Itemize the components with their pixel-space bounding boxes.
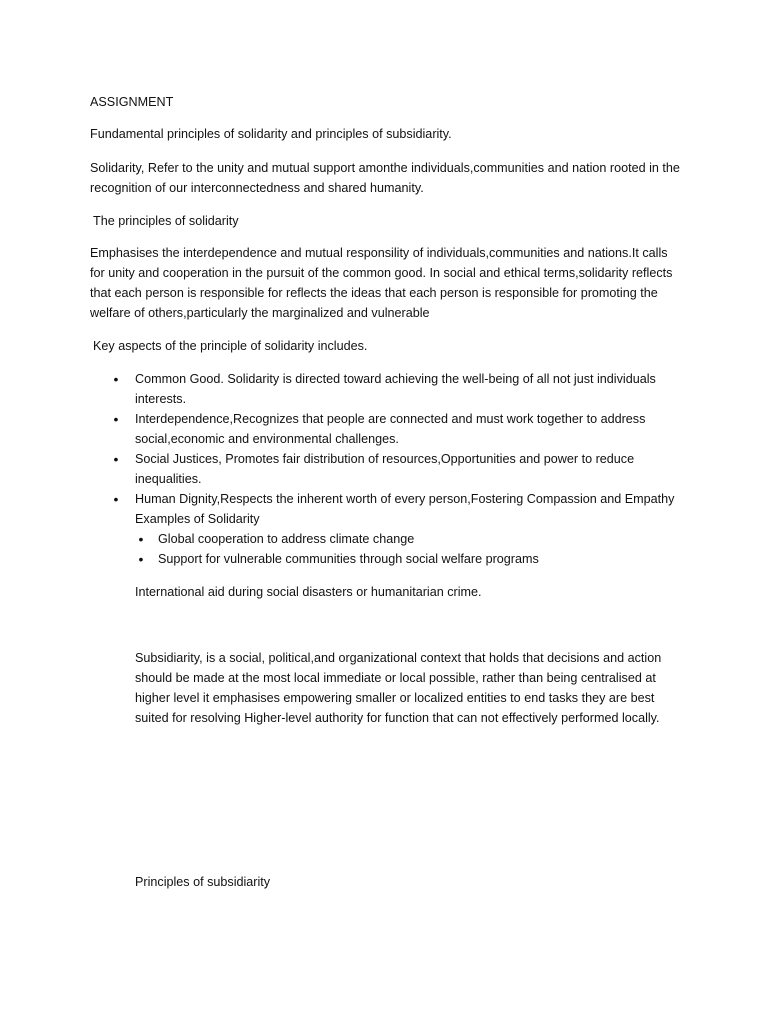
list-item-text: Support for vulnerable communities through social welfare programs xyxy=(158,552,539,566)
document-heading: ASSIGNMENT xyxy=(90,95,174,109)
list-item xyxy=(135,549,685,569)
principles-of-solidarity-heading: The principles of solidarity xyxy=(93,214,239,228)
international-aid-text: International aid during social disasters or humanitarian crime. xyxy=(135,585,482,599)
list-item-text: Interdependence,Recognizes that people are connected and must work together to address social,economic and environmental challenges. xyxy=(135,412,646,446)
list-item xyxy=(90,449,685,489)
key-aspects-heading: Key aspects of the principle of solidarity includes. xyxy=(93,339,368,353)
list-item xyxy=(90,409,685,449)
emphasis-paragraph: Emphasises the interdependence and mutual responsility of individuals,communities and nations.It calls for unity and cooperation in the pursuit of the common good. In social and ethical terms,solidarity reflects that each person is responsible for reflects the ideas that each person is responsible for promoting the welfare of others,particularly the marginalized and vulnerable xyxy=(90,246,673,320)
key-aspects-list xyxy=(90,369,685,569)
list-item-text: Social Justices, Promotes fair distribution of resources,Opportunities and power to reduce inequalities. xyxy=(135,452,635,486)
examples-sublist xyxy=(135,529,685,569)
subsidiarity-paragraph: Subsidiarity, is a social, political,and organizational context that holds that decisions and action should be made at the most local immediate or local possible, rather than being centralised at higher level it emphasises empowering smaller or localized entities to end tasks they are best suited for resolving Higher-level authority for function that can not effectively performed locally. xyxy=(135,651,662,725)
bullet-icon: • xyxy=(113,411,119,427)
list-item-text: Human Dignity,Respects the inherent worth of every person,Fostering Compassion and Empathy Examples of Solidarity xyxy=(135,492,675,526)
bullet-icon: • xyxy=(138,531,144,547)
list-item xyxy=(90,369,685,409)
solidarity-definition: Solidarity, Refer to the unity and mutual support amonthe individuals,communities and nation rooted in the recognition of our interconnectedness and shared humanity. xyxy=(90,161,680,195)
bullet-icon: • xyxy=(113,451,119,467)
bullet-icon: • xyxy=(138,551,144,567)
list-item xyxy=(135,529,685,549)
bullet-icon: • xyxy=(113,371,119,387)
list-item-text: Global cooperation to address climate change xyxy=(158,532,415,546)
principles-of-subsidiarity-heading: Principles of subsidiarity xyxy=(135,875,271,889)
list-item xyxy=(90,489,685,569)
list-item-text: Common Good. Solidarity is directed toward achieving the well-being of all not just individuals interests. xyxy=(135,372,656,406)
document-title: Fundamental principles of solidarity and principles of subsidiarity. xyxy=(90,127,452,141)
bullet-icon: • xyxy=(113,491,119,507)
